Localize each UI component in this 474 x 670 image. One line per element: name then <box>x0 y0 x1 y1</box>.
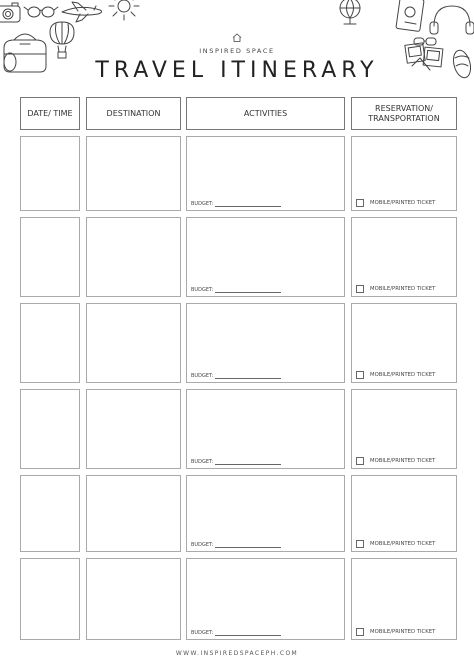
page-title: TRAVEL ITINERARY <box>95 58 379 83</box>
budget-label: BUDGET: <box>191 542 214 548</box>
budget-line[interactable] <box>215 459 281 465</box>
budget-line[interactable] <box>215 373 281 379</box>
budget-line[interactable] <box>215 542 281 548</box>
camera-icon <box>0 3 20 22</box>
ticket-checkbox[interactable] <box>356 285 364 293</box>
activities-cell[interactable] <box>186 136 345 211</box>
budget-line[interactable] <box>215 630 281 636</box>
ticket-checkbox[interactable] <box>356 628 364 636</box>
budget-field <box>191 287 281 293</box>
activities-cell[interactable] <box>186 475 345 552</box>
budget-field <box>191 201 281 207</box>
date-cell[interactable] <box>20 217 80 297</box>
brand <box>0 27 474 55</box>
budget-field <box>191 459 281 465</box>
budget-line[interactable] <box>215 287 281 293</box>
ticket-label: MOBILE/PRINTED TICKET <box>370 200 436 206</box>
ticket-label: MOBILE/PRINTED TICKET <box>370 541 436 547</box>
budget-label: BUDGET: <box>191 373 214 379</box>
reservation-cell[interactable] <box>351 136 457 211</box>
budget-label: BUDGET: <box>191 287 214 293</box>
destination-cell[interactable] <box>86 475 181 552</box>
sunglasses-icon <box>24 7 58 17</box>
destination-cell[interactable] <box>86 136 181 211</box>
sun-icon <box>109 0 139 20</box>
activities-cell[interactable] <box>186 389 345 469</box>
date-cell[interactable] <box>20 389 80 469</box>
budget-field <box>191 542 281 548</box>
budget-line[interactable] <box>215 201 281 207</box>
budget-label: BUDGET: <box>191 459 214 465</box>
ticket-checkbox[interactable] <box>356 540 364 548</box>
ticket-option <box>356 371 435 379</box>
date-cell[interactable] <box>20 136 80 211</box>
ticket-label: MOBILE/PRINTED TICKET <box>370 458 436 464</box>
budget-field <box>191 630 281 636</box>
reservation-cell[interactable] <box>351 389 457 469</box>
ticket-label: MOBILE/PRINTED TICKET <box>370 629 436 635</box>
ticket-option <box>356 285 435 293</box>
ticket-option <box>356 199 435 207</box>
globe-icon <box>340 0 360 24</box>
column-header-destination: DESTINATION <box>86 97 181 130</box>
reservation-cell[interactable] <box>351 475 457 552</box>
ticket-option <box>356 457 435 465</box>
activities-cell[interactable] <box>186 303 345 383</box>
ticket-checkbox[interactable] <box>356 371 364 379</box>
footer-url[interactable]: WWW.INSPIREDSPACEPH.COM <box>175 650 299 657</box>
airplane-icon <box>62 2 102 22</box>
ticket-label: MOBILE/PRINTED TICKET <box>370 286 436 292</box>
ticket-option <box>356 628 435 636</box>
ticket-checkbox[interactable] <box>356 199 364 207</box>
house-icon <box>232 33 242 42</box>
column-header-reservation: RESERVATION/ TRANSPORTATION <box>351 97 457 130</box>
date-cell[interactable] <box>20 475 80 552</box>
destination-cell[interactable] <box>86 303 181 383</box>
ticket-label: MOBILE/PRINTED TICKET <box>370 372 436 378</box>
destination-cell[interactable] <box>86 389 181 469</box>
budget-label: BUDGET: <box>191 630 214 636</box>
budget-label: BUDGET: <box>191 201 214 207</box>
reservation-cell[interactable] <box>351 217 457 297</box>
budget-field <box>191 373 281 379</box>
destination-cell[interactable] <box>86 217 181 297</box>
destination-cell[interactable] <box>86 558 181 640</box>
date-cell[interactable] <box>20 303 80 383</box>
column-header-activities: ACTIVITIES <box>186 97 345 130</box>
reservation-cell[interactable] <box>351 558 457 640</box>
column-header-date: DATE/ TIME <box>20 97 80 130</box>
reservation-cell[interactable] <box>351 303 457 383</box>
date-cell[interactable] <box>20 558 80 640</box>
activities-cell[interactable] <box>186 217 345 297</box>
brand-name: INSPIRED SPACE <box>199 47 275 55</box>
ticket-option <box>356 540 435 548</box>
ticket-checkbox[interactable] <box>356 457 364 465</box>
activities-cell[interactable] <box>186 558 345 640</box>
